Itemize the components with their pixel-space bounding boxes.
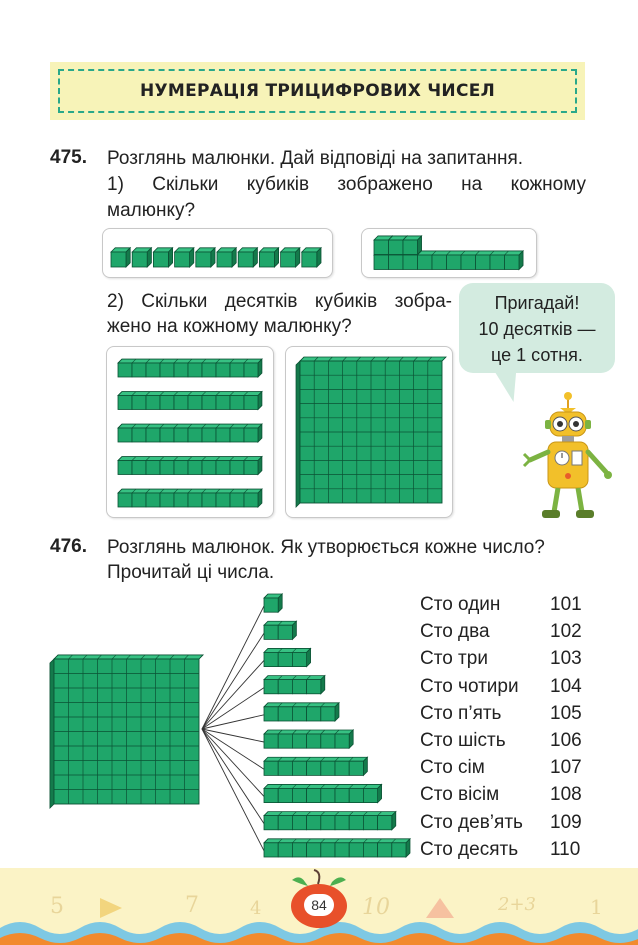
decor-digit: 1 xyxy=(590,895,603,919)
connector-line xyxy=(202,633,264,729)
cube-row xyxy=(264,594,282,612)
number-words: Сто три xyxy=(420,648,488,670)
unit-cube xyxy=(111,248,130,267)
hundred-flat xyxy=(296,357,446,507)
page-number: 84 xyxy=(304,894,334,916)
number-words: Сто сім xyxy=(420,757,485,779)
number-words: Сто два xyxy=(420,621,490,643)
unit-cube xyxy=(153,248,172,267)
number-words: Сто п’ять xyxy=(420,702,502,724)
number-digits: 104 xyxy=(550,675,582,697)
unit-cube xyxy=(196,248,215,267)
connector-line xyxy=(202,688,264,729)
exercise-475-intro: Розглянь малюнки. Дай відповіді на запитання. xyxy=(107,148,524,169)
unit-cube xyxy=(217,248,236,267)
exercise-475-q1-line1: 1) Скільки кубиків зображено на кожному xyxy=(107,174,586,195)
exercise-476-number: 476. xyxy=(50,536,87,557)
connector-line xyxy=(202,729,264,851)
cube-row xyxy=(264,839,410,857)
exercise-476-figure xyxy=(40,588,420,863)
ten-rod xyxy=(118,359,262,377)
hint-line-1: Пригадай! xyxy=(494,293,580,313)
ten-rod xyxy=(118,457,262,475)
number-digits: 102 xyxy=(550,621,582,643)
exercise-475-q1-line2: малюнку? xyxy=(107,200,196,221)
unit-cube xyxy=(175,248,194,267)
unit-cube xyxy=(302,248,321,267)
decor-digit: 5 xyxy=(50,894,64,919)
number-words: Сто дев’ять xyxy=(420,811,523,833)
section-title: НУМЕРАЦІЯ ТРИЦИФРОВИХ ЧИСЕЛ xyxy=(139,81,496,101)
exercise-475-q2-line2: жено на кожному малюнку? xyxy=(107,316,352,337)
cube-row xyxy=(264,648,311,666)
cube-row xyxy=(264,621,296,639)
decor-digit: 4 xyxy=(250,898,262,919)
mixed-cubes-figure xyxy=(362,229,536,277)
ten-rod xyxy=(118,392,262,410)
hundred-flat-figure xyxy=(286,347,452,517)
ten-rod xyxy=(118,489,262,507)
cube-row xyxy=(264,730,353,748)
cube-row xyxy=(264,784,382,802)
exercise-476-line2: Прочитай ці числа. xyxy=(107,562,275,583)
hint-line-2: 10 десятків — xyxy=(478,319,596,339)
cube-row xyxy=(264,676,325,694)
connector-line xyxy=(202,660,264,729)
unit-cube xyxy=(238,248,257,267)
number-digits: 106 xyxy=(550,730,582,751)
decor-digit: 2+3 xyxy=(498,894,536,915)
cube-row xyxy=(264,757,367,775)
exercise-475-number: 475. xyxy=(50,147,87,168)
ten-rod xyxy=(118,424,262,442)
picture-ten-cubes xyxy=(102,228,333,278)
number-words: Сто вісім xyxy=(420,784,500,806)
picture-hundred-flat xyxy=(285,346,453,518)
picture-five-rods xyxy=(106,346,274,518)
number-digits: 109 xyxy=(550,811,582,833)
decor-digit: 10 xyxy=(362,895,390,920)
connector-line xyxy=(202,606,264,729)
unit-cube xyxy=(281,248,300,267)
decor-digit: 7 xyxy=(185,893,199,918)
hint-text xyxy=(459,290,615,368)
unit-cube xyxy=(259,248,278,267)
number-digits: 110 xyxy=(550,838,581,860)
big-hundred-flat xyxy=(50,655,203,808)
number-digits: 101 xyxy=(550,594,582,615)
connector-line xyxy=(202,729,264,824)
section-banner xyxy=(50,62,585,120)
cube-row xyxy=(264,703,339,721)
number-words: Сто шість xyxy=(420,730,506,751)
connector-line xyxy=(202,715,264,729)
unit-cube xyxy=(132,248,151,267)
number-digits: 108 xyxy=(550,784,582,806)
number-digits: 107 xyxy=(550,757,582,779)
number-digits: 105 xyxy=(550,702,582,724)
exercise-475-q2-line1: 2) Скільки десятків кубиків зобра- xyxy=(107,291,452,312)
cube-row xyxy=(264,812,396,830)
picture-mixed-cubes xyxy=(361,228,537,278)
stacked-cube xyxy=(403,236,422,255)
number-digits: 103 xyxy=(550,648,582,670)
number-words: Сто чотири xyxy=(420,675,519,697)
hint-line-3: це 1 сотня. xyxy=(491,345,583,365)
five-ten-rods-figure xyxy=(107,347,273,517)
robot-mascot-illustration xyxy=(518,388,618,528)
number-words: Сто десять xyxy=(420,838,519,860)
exercise-476-line1: Розглянь малюнок. Як утворюється кожне число? xyxy=(107,537,545,558)
number-words: Сто один xyxy=(420,594,501,615)
ten-separate-cubes-figure xyxy=(103,229,332,277)
section-banner-border xyxy=(58,69,577,113)
